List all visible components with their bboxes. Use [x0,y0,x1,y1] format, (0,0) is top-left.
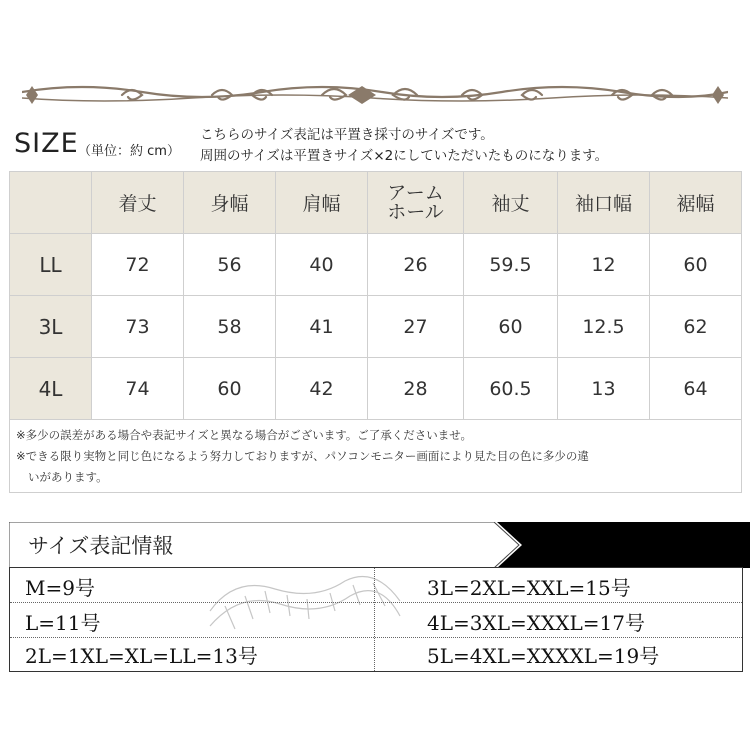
table-cell: 12 [558,234,650,296]
table-cell: 59.5 [464,234,558,296]
table-cell: 40 [276,234,368,296]
column-header-line: ホール [387,200,444,223]
table-cell: 41 [276,296,368,358]
footnote-line: ※多少の誤差がある場合や表記サイズと異なる場合がございます。ご了承くださいませ。 [16,428,472,442]
table-cell: 60.5 [464,358,558,420]
table-cell: 74 [92,358,184,420]
column-header [368,172,464,234]
equiv-right: 3L=2XL=XXL=15号 [427,576,631,600]
table-cell: 28 [368,358,464,420]
table-row [10,296,742,358]
column-header: 着丈 [92,172,184,234]
table-cell: 27 [368,296,464,358]
table-cell: 62 [650,296,742,358]
footnote-row [10,420,742,493]
row-size-label: 4L [10,358,92,420]
table-cell: 26 [368,234,464,296]
equiv-left: L=11号 [25,611,101,635]
table-row [10,358,742,420]
footnote-line: いがあります。 [28,470,108,484]
equiv-right: 4L=3XL=XXXL=17号 [427,611,645,635]
table-cell: 60 [464,296,558,358]
footnote-cell [10,420,742,493]
table-cell: 64 [650,358,742,420]
equiv-left: 2L=1XL=XL=LL=13号 [25,644,258,668]
column-header: 袖口幅 [558,172,650,234]
column-header: 身幅 [184,172,276,234]
column-header: 裾幅 [650,172,742,234]
table-cell: 42 [276,358,368,420]
column-header: 袖丈 [464,172,558,234]
size-table [9,171,742,493]
column-header: 肩幅 [276,172,368,234]
table-cell: 60 [650,234,742,296]
row-size-label: LL [10,234,92,296]
table-cell: 60 [184,358,276,420]
unit-label: （単位：約 cm） [78,144,180,159]
footnote-line: ※できる限り実物と同じ色になるよう努力しておりますが、パソコンモニター画面により見た目の色に多少の違 [16,449,589,463]
table-cell: 73 [92,296,184,358]
corner-cell [10,172,92,234]
equiv-row [10,602,742,638]
note-circumference: 周囲のサイズは平置きサイズ×2にしていただいたものになります。 [200,148,609,164]
size-equivalence-grid [9,567,743,672]
table-cell: 72 [92,234,184,296]
row-size-label: 3L [10,296,92,358]
equiv-left: M=9号 [25,576,95,600]
decorative-flourish [22,78,728,110]
table-cell: 58 [184,296,276,358]
size-info-title: サイズ表記情報 [28,534,174,558]
table-cell: 13 [558,358,650,420]
table-row [10,234,742,296]
table-header-row [10,172,742,234]
size-heading: SIZE [14,128,79,159]
equiv-row [10,636,742,670]
equiv-row [10,568,742,602]
table-cell: 12.5 [558,296,650,358]
column-header-line: アーム [387,181,444,204]
table-cell: 56 [184,234,276,296]
note-flat-measure: こちらのサイズ表記は平置き採寸のサイズです。 [200,127,494,143]
equiv-right: 5L=4XL=XXXXL=19号 [427,644,660,668]
